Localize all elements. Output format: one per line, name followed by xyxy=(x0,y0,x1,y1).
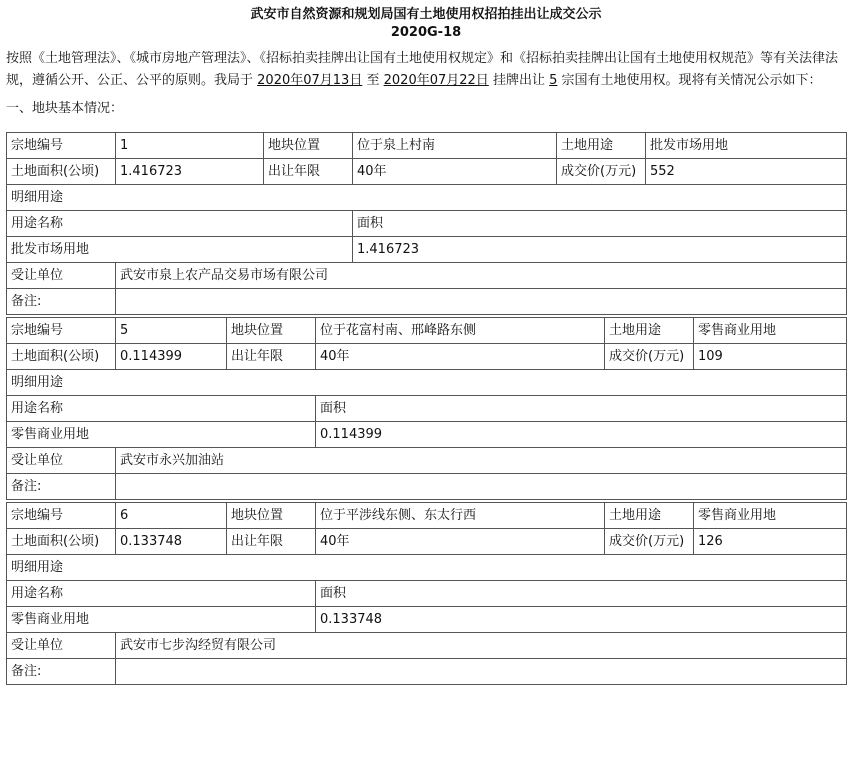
label-detail-use: 明细用途 xyxy=(7,555,847,581)
table-row xyxy=(7,211,847,237)
parcel-location: 位于花富村南、邢峰路东侧 xyxy=(316,318,605,344)
parcel-no: 1 xyxy=(116,133,264,159)
label-remark: 备注: xyxy=(7,659,116,685)
parcel-location: 位于平涉线东侧、东太行西 xyxy=(316,503,605,529)
label-area-col: 面积 xyxy=(316,581,847,607)
label-remark: 备注: xyxy=(7,474,116,500)
table-row xyxy=(7,474,847,500)
label-location: 地块位置 xyxy=(227,318,316,344)
table-row xyxy=(7,133,847,159)
label-term: 出让年限 xyxy=(227,344,316,370)
table-row xyxy=(7,263,847,289)
parcel-location: 位于泉上村南 xyxy=(353,133,557,159)
parcel-land-use: 批发市场用地 xyxy=(646,133,847,159)
intro-text-4: 宗国有土地使用权。现将有关情况公示如下： xyxy=(561,73,822,88)
parcel-no: 5 xyxy=(116,318,227,344)
remark xyxy=(116,289,847,315)
label-area-col: 面积 xyxy=(316,396,847,422)
label-location: 地块位置 xyxy=(227,503,316,529)
detail-area: 0.114399 xyxy=(316,422,847,448)
parcel-table xyxy=(6,317,847,500)
label-parcel-no: 宗地编号 xyxy=(7,133,116,159)
parcel-price: 552 xyxy=(646,159,847,185)
parcel-count: 5 xyxy=(549,73,558,88)
parcel-land-use: 零售商业用地 xyxy=(694,318,847,344)
label-parcel-no: 宗地编号 xyxy=(7,503,116,529)
parcel-land-use: 零售商业用地 xyxy=(694,503,847,529)
label-term: 出让年限 xyxy=(227,529,316,555)
table-row xyxy=(7,422,847,448)
table-row xyxy=(7,159,847,185)
date-start: 2020年07月13日 xyxy=(257,73,363,88)
table-row xyxy=(7,318,847,344)
remark xyxy=(116,474,847,500)
table-row xyxy=(7,185,847,211)
parcel-term: 40年 xyxy=(353,159,557,185)
label-area: 土地面积(公顷) xyxy=(7,529,116,555)
table-row xyxy=(7,289,847,315)
table-row xyxy=(7,370,847,396)
section-heading: 一、地块基本情况： xyxy=(6,101,124,116)
label-remark: 备注: xyxy=(7,289,116,315)
label-area: 土地面积(公顷) xyxy=(7,344,116,370)
table-row xyxy=(7,396,847,422)
detail-use-name: 零售商业用地 xyxy=(7,607,316,633)
intro-text-3: 挂牌出让 xyxy=(492,73,545,88)
grantee: 武安市泉上农产品交易市场有限公司 xyxy=(116,263,847,289)
date-end: 2020年07月22日 xyxy=(383,73,489,88)
parcel-term: 40年 xyxy=(316,529,605,555)
label-use-name: 用途名称 xyxy=(7,581,316,607)
parcel-table xyxy=(6,132,847,315)
table-row xyxy=(7,503,847,529)
grantee: 武安市永兴加油站 xyxy=(116,448,847,474)
label-area: 土地面积(公顷) xyxy=(7,159,116,185)
label-price: 成交价(万元) xyxy=(605,344,694,370)
detail-area: 0.133748 xyxy=(316,607,847,633)
table-row xyxy=(7,344,847,370)
detail-area: 1.416723 xyxy=(353,237,847,263)
label-land-use: 土地用途 xyxy=(605,318,694,344)
parcel-area: 0.114399 xyxy=(116,344,227,370)
parcel-price: 126 xyxy=(694,529,847,555)
grantee: 武安市七步沟经贸有限公司 xyxy=(116,633,847,659)
table-row xyxy=(7,555,847,581)
notice-code: 2020G-18 xyxy=(390,25,462,40)
label-detail-use: 明细用途 xyxy=(7,185,847,211)
parcel-table xyxy=(6,502,847,685)
intro-text-2: 至 xyxy=(366,73,380,88)
label-parcel-no: 宗地编号 xyxy=(7,318,116,344)
label-grantee: 受让单位 xyxy=(7,263,116,289)
label-use-name: 用途名称 xyxy=(7,211,353,237)
detail-use-name: 零售商业用地 xyxy=(7,422,316,448)
intro-paragraph xyxy=(0,48,852,92)
parcel-term: 40年 xyxy=(316,344,605,370)
intro-text-1: 按照《土地管理法》、《城市房地产管理法》、《招标拍卖挂牌出让国有土地使用权规定》和《招标拍卖挂牌出让国有土地使用权规范》等有关法律法规，遵循公开、公正、公平的原则。我局于 xyxy=(6,51,839,88)
parcel-area: 1.416723 xyxy=(116,159,264,185)
label-land-use: 土地用途 xyxy=(557,133,646,159)
label-price: 成交价(万元) xyxy=(557,159,646,185)
parcel-no: 6 xyxy=(116,503,227,529)
table-row xyxy=(7,237,847,263)
label-price: 成交价(万元) xyxy=(605,529,694,555)
label-area-col: 面积 xyxy=(353,211,847,237)
table-row xyxy=(7,448,847,474)
label-land-use: 土地用途 xyxy=(605,503,694,529)
label-term: 出让年限 xyxy=(264,159,353,185)
label-use-name: 用途名称 xyxy=(7,396,316,422)
notice-title: 武安市自然资源和规划局国有土地使用权招拍挂出让成交公示 xyxy=(250,7,602,22)
table-row xyxy=(7,659,847,685)
label-grantee: 受让单位 xyxy=(7,633,116,659)
remark xyxy=(116,659,847,685)
parcel-area: 0.133748 xyxy=(116,529,227,555)
detail-use-name: 批发市场用地 xyxy=(7,237,353,263)
table-row xyxy=(7,581,847,607)
label-detail-use: 明细用途 xyxy=(7,370,847,396)
table-row xyxy=(7,607,847,633)
label-location: 地块位置 xyxy=(264,133,353,159)
table-row xyxy=(7,633,847,659)
table-row xyxy=(7,529,847,555)
label-grantee: 受让单位 xyxy=(7,448,116,474)
parcel-price: 109 xyxy=(694,344,847,370)
